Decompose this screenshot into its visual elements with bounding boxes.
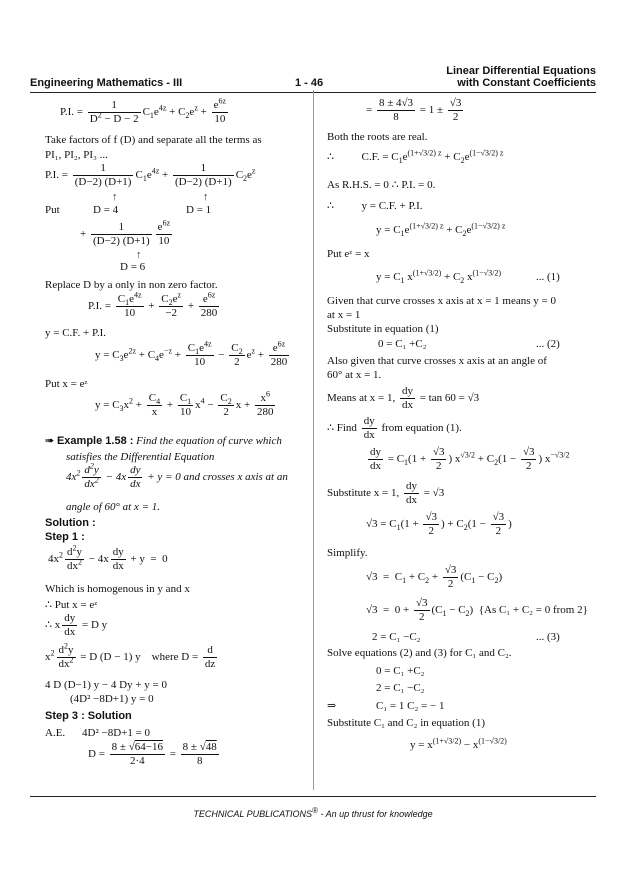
footer	[0, 806, 626, 819]
second-derivative-sub: $x^2$ $\frac{d^2y}{dx^2}$ = D (D − 1) y where D = $\frac{d}{dz}$	[45, 641, 216, 670]
y-solution-z: $y = C_1e^{(1+√3/2) z} + C_2e^{(1-√3/2) z}$	[376, 221, 506, 239]
ae-label: A.E.	[45, 727, 66, 739]
equation-tag: ... (1)	[536, 271, 560, 283]
equation-tag: ... (2)	[536, 338, 560, 350]
footer-rule	[30, 796, 596, 797]
slope-condition: Means at x = 1, $\frac{dy}{dx}$ = tan 60 = √3	[327, 385, 480, 411]
cf-equation: ∴ C.F. = $C_1e^{(1+√3/2) z} + C_2e^{(1-√3/2) z}$	[327, 148, 504, 166]
equation: 4D² −8D+1 = 0	[82, 727, 151, 739]
equation: Put eᶻ = x	[327, 248, 370, 260]
sqrt3-equation: $√3 = C_1(1$ + $\frac{√3}{2}$ ) + $C_2(1$ − $\frac{√3}{2}$ )	[366, 511, 512, 537]
y-solution-x: $y = C_1$ $x^{(1+√3/2)} + C_2$ $x^{(1-√3/2)}$	[376, 268, 501, 286]
pi-eq-1: P.I. = $\frac{1}{D^2 - D - 2}$ $C_1e^{4z} + C_2e^z$ + $\frac{e^{6z}}{10}$	[60, 96, 227, 125]
publisher-name: TECHNICAL PUBLICATIONS	[193, 809, 313, 819]
where-label: where D =	[151, 651, 199, 664]
paragraph: Replace D by a only in non zero factor.	[45, 279, 218, 291]
simplified-equation: $√3 = C_1 + C_2$ + $\frac{√3}{2}$ $(C_1 - C_2)$	[366, 564, 503, 590]
page-number: 1 - 46	[295, 77, 324, 89]
equation: ∴ Put x = eᶻ	[45, 599, 98, 611]
example-heading	[45, 436, 282, 447]
roots-equation: D = $\frac{8 \pm √64-16}{2\cdot 4}$ = $\frac{8 \pm √48}{8}$	[88, 741, 217, 767]
simplified-equation-2: √3 = 0 + $\frac{√3}{2}$ $(C_1 - C_2)$ {As C₁ + C₂ = 0 from 2}	[366, 597, 588, 623]
find-derivative: ∴ Find $\frac{dy}{dx}$ from equation (1).	[327, 415, 462, 441]
equation-tag: ... (3)	[536, 631, 560, 643]
equation: ∴ y = C.F. + P.I.	[327, 200, 423, 212]
equation: 2 = C₁ −C₂	[372, 631, 421, 643]
tagline: - An up thrust for knowledge	[317, 809, 433, 819]
paragraph: Substitute C₁ and C₂ in equation (1)	[327, 717, 485, 729]
paragraph: Simplify.	[327, 547, 368, 559]
example-text: satisfies the Differential Equation	[66, 451, 215, 463]
paragraph: Which is homogenous in y and x	[45, 583, 190, 595]
equation: y = C.F. + P.I.	[45, 327, 107, 339]
example-de: $4x^2$ $\frac{d^2y}{dx^2}$ − 4x $\frac{dy}{dx}$ + y = 0 and crosses x axis at an	[66, 461, 288, 490]
chapter-title-line2: with Constant Coefficients	[457, 77, 596, 89]
de-equation: $4x^2$ $\frac{d^2y}{dx^2}$ − 4x $\frac{dy}{dx}$ + y = 0	[48, 543, 168, 572]
example-text: angle of 60° at x = 1.	[66, 501, 161, 513]
pi-eq-4: P.I. = $\frac{C_1e^{4z}}{10}$ + $\frac{C_2e^z}{-2}$ + $\frac{e^{6z}}{280}$	[88, 290, 218, 319]
substitute-x1: Substitute x = 1, $\frac{dy}{dx}$ = √3	[327, 480, 445, 506]
implies-icon: ⇒	[327, 700, 337, 712]
pi-eq-3: + $\frac{1}{(D-2) (D+1)}$ $\frac{e^{6z}}{10}$	[80, 218, 171, 247]
equation: 0 = C₁ +C₂	[376, 665, 425, 677]
pi-label: P.I. =	[60, 106, 84, 119]
up-arrow-icon: ↑	[203, 191, 209, 203]
step-heading: Step 1 :	[45, 531, 85, 543]
note: {As C₁ + C₂ = 0 from 2}	[478, 604, 588, 617]
paragraph: Solve equations (2) and (3) for C₁ and C₂.	[327, 647, 512, 659]
equation: C₁ = 1 C₂ = − 1	[376, 700, 445, 712]
step-heading: Step 3 : Solution	[45, 710, 132, 722]
paragraph: Also given that curve crosses x axis at an angle of	[327, 355, 547, 367]
d-value: D = 1	[186, 204, 212, 216]
equation: 4 D (D−1) y − 4 Dy + y = 0	[45, 679, 167, 691]
column-divider	[313, 90, 314, 790]
pi-eq-2: P.I. = $\frac{1}{(D-2) (D+1)}$ $C_1e^{4z}$ + $\frac{1}{(D-2) (D+1)}$ $C_2e^z$	[45, 162, 256, 188]
book-title: Engineering Mathematics - III	[30, 77, 183, 89]
example-label: Example 1.58 :	[56, 435, 134, 447]
example-text: and crosses x axis at an	[183, 471, 288, 484]
up-arrow-icon: ↑	[112, 191, 118, 203]
final-solution: $y = x^{(1+√3/2)} - x^{(1-√3/2)}$	[410, 736, 507, 751]
registered-mark: ®	[312, 806, 318, 815]
general-solution-x: $y = C_3x^2$ + $\frac{C_4}{x}$ + $\frac{C_1}{10}$ $x^4$ − $\frac{C_2}{2}$ x + $\frac{x^6}{280}$	[95, 389, 274, 418]
example-text: Find the equation of curve which	[136, 435, 282, 447]
roots-simplified: = $\frac{8 \pm 4√3}{8}$ = 1 ± $\frac{√3}{2}$	[366, 97, 462, 123]
d-value: D = 6	[120, 261, 146, 273]
put-label: Put	[45, 204, 60, 216]
paragraph: PI₁, PI₂, PI₃ ...	[45, 149, 108, 161]
equation: 2 = C₁ −C₂	[376, 682, 425, 694]
general-solution-z: $y = C_3e^{2z} + C_4e^{-z}$ + $\frac{C_1e^{4z}}{10}$ − $\frac{C_2}{2}$ $e^z$ + $\frac{e^{6z}}{280}$	[95, 339, 288, 368]
chapter-title-line1: Linear Differential Equations	[446, 65, 596, 77]
equation: 0 = C₁ +C₂	[378, 338, 427, 350]
paragraph: 60° at x = 1.	[327, 369, 382, 381]
paragraph: Substitute in equation (1)	[327, 323, 439, 335]
derivative-equation: $\frac{dy}{dx}$ = $C_1(1$ + $\frac{√3}{2}$ ) $x^{√3/2} + C_2(1$ − $\frac{√3}{2}$ ) $x^{-√3/2}$	[370, 446, 570, 472]
equation: (4D² −8D+1) y = 0	[70, 693, 154, 705]
arrow-icon: ➠	[45, 435, 55, 447]
d-value: D = 4	[93, 204, 119, 216]
paragraph: Given that curve crosses x axis at x = 1 means y = 0	[327, 295, 556, 307]
paragraph: at x = 1	[327, 309, 361, 321]
paragraph: As R.H.S. = 0 ∴ P.I. = 0.	[327, 179, 436, 191]
first-derivative-sub: ∴ x $\frac{dy}{dx}$ = D y	[45, 612, 108, 638]
paragraph: Take factors of f (D) and separate all the terms as	[45, 134, 262, 146]
solution-heading: Solution :	[45, 517, 96, 529]
up-arrow-icon: ↑	[136, 249, 142, 261]
equation: Put x = eᶻ	[45, 378, 88, 390]
paragraph: Both the roots are real.	[327, 131, 428, 143]
